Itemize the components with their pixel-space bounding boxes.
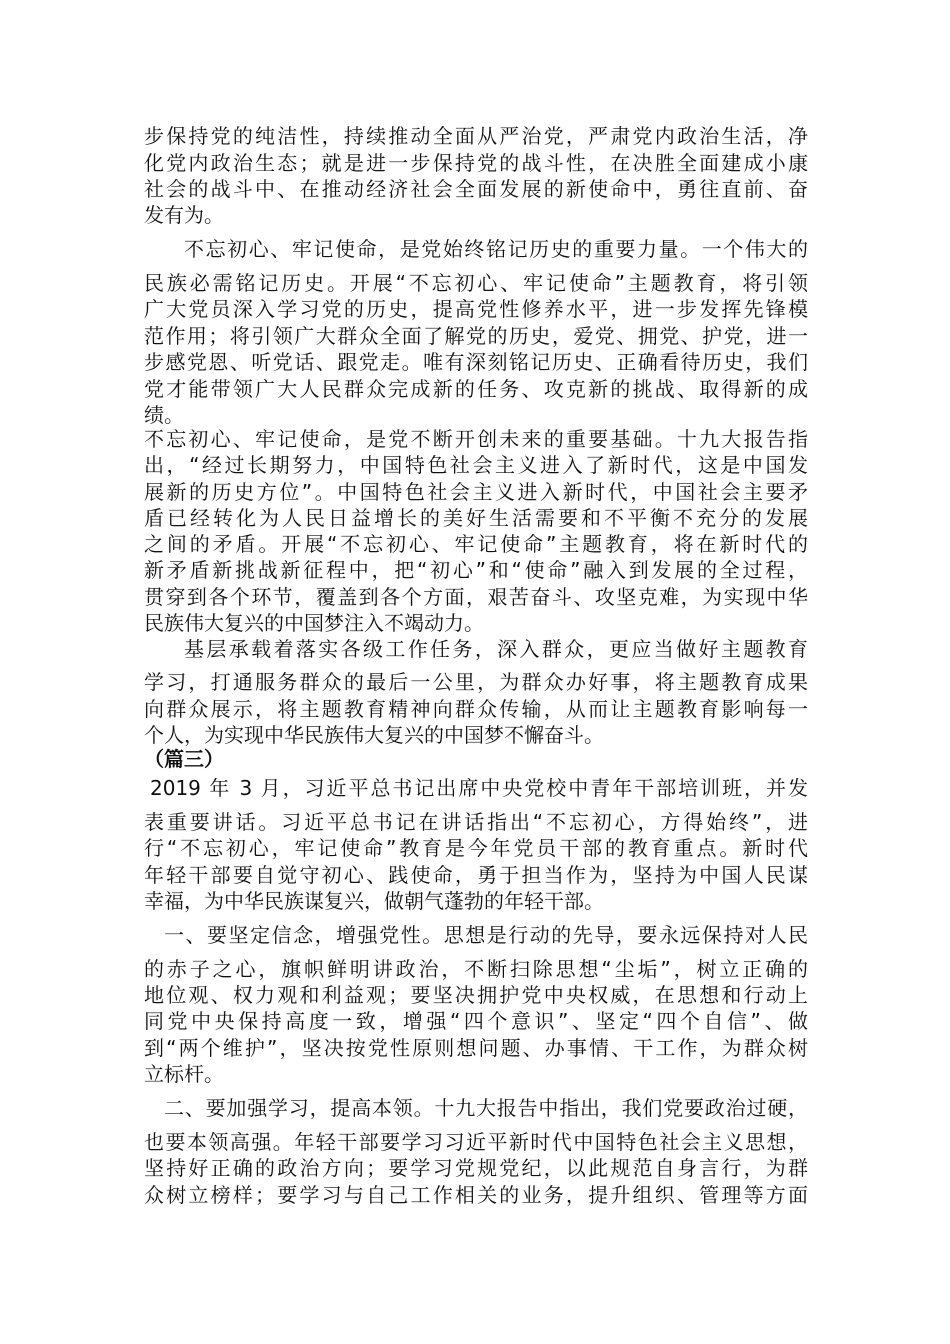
text-line: 年轻干部要自觉守初心、践使命，勇于担当作为，坚持为中国人民谋 bbox=[144, 863, 808, 887]
text-line: 不忘初心、牢记使命，是党不断开创未来的重要基础。十九大报告指 bbox=[144, 427, 808, 451]
text-line: 绩。 bbox=[144, 403, 184, 427]
text-line: 地位观、权力观和利益观；要坚决拥护党中央权威，在思想和行动上 bbox=[144, 983, 808, 1007]
text-line: 2019 年 3 月，习近平总书记出席中央党校中青年干部培训班，并发 bbox=[150, 776, 808, 800]
text-line: 二、要加强学习，提高本领。十九大报告中指出，我们党要政治过硬， bbox=[164, 1096, 808, 1120]
text-line: 广大党员深入学习党的历史，提高党性修养水平，进一步发挥先锋模 bbox=[144, 297, 808, 321]
text-line: 民族伟大复兴的中国梦注入不竭动力。 bbox=[144, 611, 484, 635]
text-line: 表重要讲话。习近平总书记在讲话指出“不忘初心，方得始终”，进 bbox=[144, 810, 808, 834]
text-line: 贯穿到各个环节，覆盖到各个方面，艰苦奋斗、攻坚克难，为实现中华 bbox=[144, 585, 808, 609]
text-line: 发有为。 bbox=[144, 203, 224, 227]
text-line: 步感党恩、听党话、跟党走。唯有深刻铭记历史、正确看待历史，我们 bbox=[144, 350, 808, 374]
text-line: 基层承载着落实各级工作任务，深入群众，更应当做好主题教育 bbox=[184, 637, 808, 661]
text-line: 同党中央保持高度一致，增强“四个意识”、坚定“四个自信”、做 bbox=[144, 1009, 808, 1033]
text-line: 盾已经转化为人民日益增长的美好生活需要和不平衡不充分的发展 bbox=[144, 506, 808, 530]
text-line: 的赤子之心，旗帜鲜明讲政治，不断扫除思想“尘垢”，树立正确的 bbox=[144, 957, 808, 981]
text-line: 到“两个维护”，坚决按党性原则想问题、办事情、干工作，为群众树 bbox=[144, 1036, 808, 1060]
text-line: 民族必需铭记历史。开展“不忘初心、牢记使命”主题教育，将引领 bbox=[144, 271, 808, 295]
text-line: 社会的战斗中、在推动经济社会全面发展的新使命中，勇往直前、奋 bbox=[144, 177, 808, 201]
text-line: 个人，为实现中华民族伟大复兴的中国梦不懈奋斗。 bbox=[144, 723, 604, 747]
text-line: 向群众展示，将主题教育精神向群众传输，从而让主题教育影响每一 bbox=[144, 697, 808, 721]
text-line: 幸福，为中华民族谋复兴，做朝气蓬勃的年轻干部。 bbox=[144, 889, 604, 913]
text-line: 众树立榜样；要学习与自己工作相关的业务，提升组织、管理等方面 bbox=[144, 1183, 808, 1207]
text-line: 不忘初心、牢记使命，是党始终铭记历史的重要力量。一个伟大的 bbox=[184, 237, 808, 261]
text-line: 之间的矛盾。开展“不忘初心、牢记使命”主题教育，将在新时代的 bbox=[144, 532, 808, 556]
text-line: 展新的历史方位”。中国特色社会主义进入新时代，中国社会主要矛 bbox=[144, 480, 808, 504]
text-line: 学习，打通服务群众的最后一公里，为群众办好事，将主题教育成果 bbox=[144, 670, 808, 694]
text-line: 新矛盾新挑战新征程中，把“初心”和“使命”融入到发展的全过程， bbox=[144, 558, 808, 582]
text-line: 也要本领高强。年轻干部要学习习近平新时代中国特色社会主义思想， bbox=[144, 1130, 808, 1154]
text-line: 立标杆。 bbox=[144, 1062, 224, 1086]
text-line: 行“不忘初心，牢记使命”教育是今年党员干部的教育重点。新时代 bbox=[144, 836, 808, 860]
text-line: 步保持党的纯洁性，持续推动全面从严治党，严肃党内政治生活，净 bbox=[144, 124, 808, 148]
text-line: 一、要坚定信念，增强党性。思想是行动的先导，要永远保持对人民 bbox=[164, 923, 808, 947]
text-line: 范作用；将引领广大群众全面了解党的历史，爱党、拥党、护党，进一 bbox=[144, 324, 808, 348]
text-line: 出，“经过长期努力，中国特色社会主义进入了新时代，这是中国发 bbox=[144, 453, 808, 477]
text-line: 化党内政治生态；就是进一步保持党的战斗性，在决胜全面建成小康 bbox=[144, 151, 808, 175]
text-line: 党才能带领广大人民群众完成新的任务、攻克新的挑战、取得新的成 bbox=[144, 377, 808, 401]
section-heading: （篇三） bbox=[144, 747, 224, 771]
text-line: 坚持好正确的政治方向；要学习党规党纪，以此规范自身言行，为群 bbox=[144, 1156, 808, 1180]
